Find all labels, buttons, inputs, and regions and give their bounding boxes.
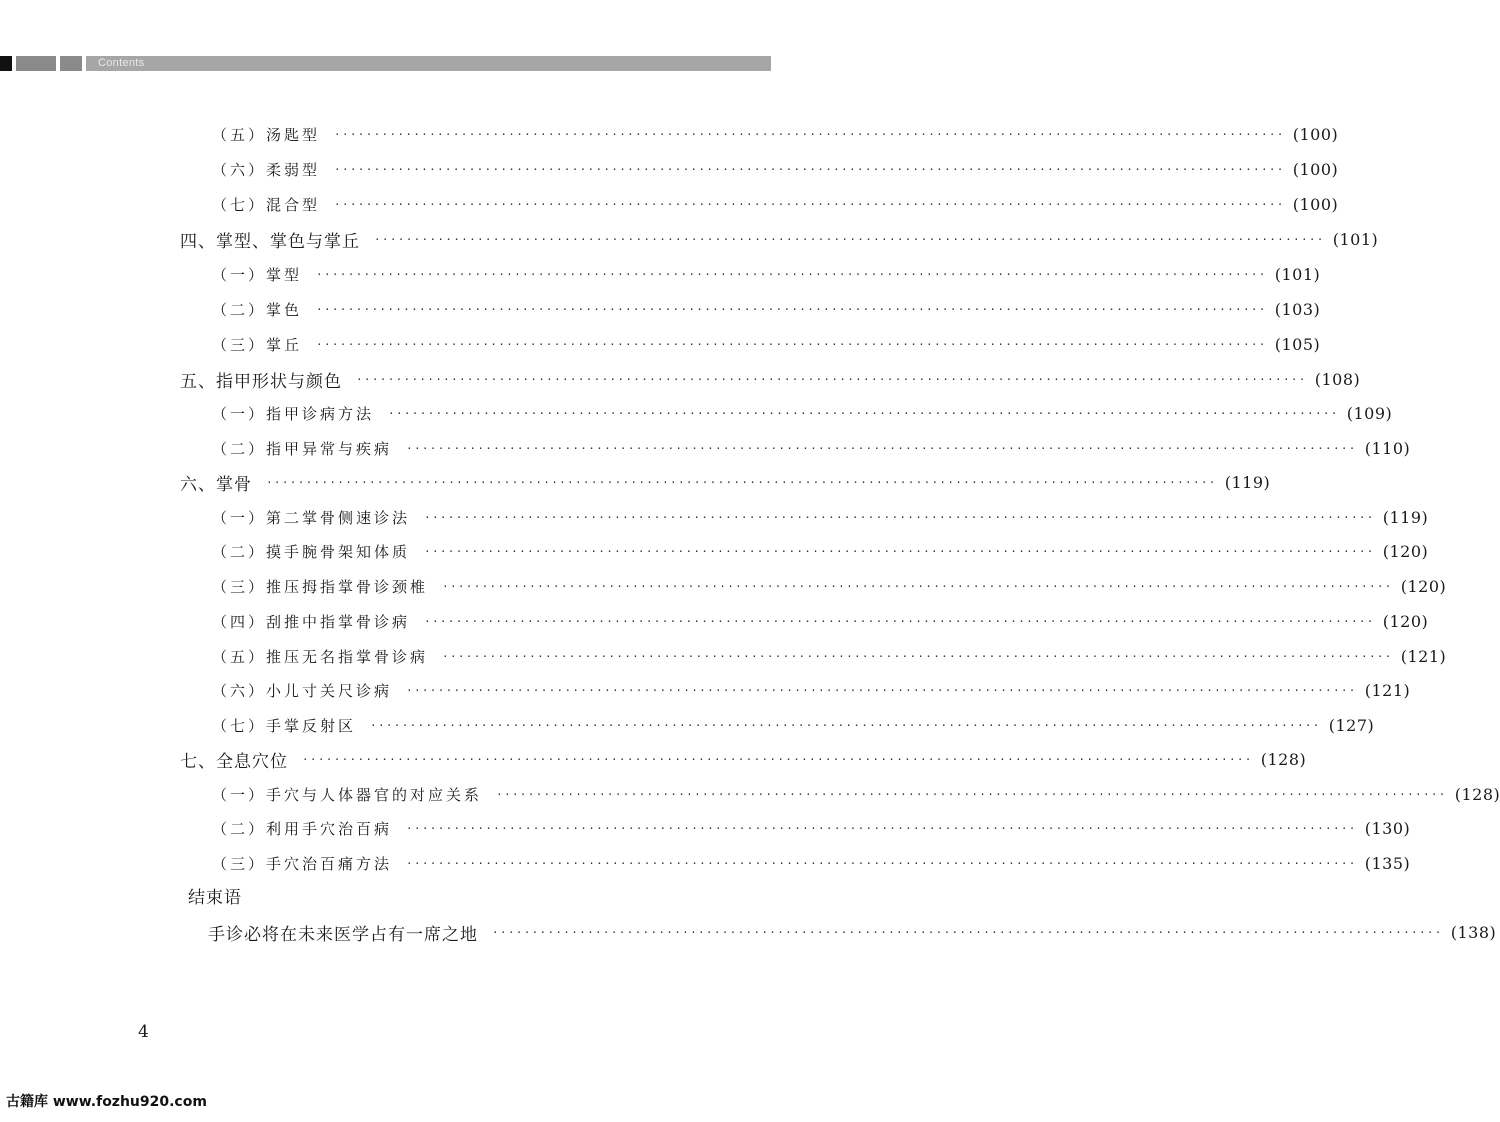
toc-entry-label: （三）掌丘 [212,335,303,354]
toc-entry[interactable] [212,399,1393,427]
toc-entry-page: (101) [1332,229,1379,249]
toc-entry-label: （一）手穴与人体器官的对应关系 [212,785,483,804]
toc-entry-label: 六、掌骨 [180,474,252,495]
toc-entry-label: （三）手穴治百痛方法 [212,854,393,873]
toc-entry[interactable] [212,814,1411,842]
toc-entry[interactable] [212,503,1429,531]
toc-entry-page: (119) [1224,472,1271,492]
toc-leader-dots: ························································································································ [334,127,1285,141]
toc-leader-dots: ························································································································ [406,441,1357,455]
toc-entry-label: （四）刮推中指掌骨诊病 [212,612,411,631]
toc-leader-dots: ························································································································ [424,544,1375,558]
toc-entry-page: (101) [1274,264,1321,284]
toc-entry-page: (105) [1274,334,1321,354]
toc-entry-page: (100) [1292,159,1339,179]
toc-entry-page: (120) [1382,611,1429,631]
toc-entry[interactable] [180,468,1271,496]
toc-entry-label: （二）摸手腕骨架知体质 [212,542,411,561]
toc-entry-page: (128) [1454,784,1500,804]
toc-entry-page: (121) [1364,680,1411,700]
toc-entry-page: (110) [1364,438,1411,458]
toc-leader-dots: ························································································································ [316,337,1267,351]
header-block [0,56,12,71]
toc-entry[interactable] [180,365,1361,393]
toc-entry-page: (128) [1260,749,1307,769]
toc-entry-page: (130) [1364,818,1411,838]
toc-entry[interactable] [212,155,1339,183]
toc-entry-label: （五）汤匙型 [212,125,321,144]
toc-entry-label: （七）混合型 [212,195,321,214]
toc-entry-label: （二）掌色 [212,300,303,319]
page-number: 4 [138,1022,149,1042]
toc-entry-label: （一）第二掌骨侧速诊法 [212,508,411,527]
toc-entry-page: (121) [1400,646,1447,666]
toc-entry-page: (109) [1346,403,1393,423]
toc-entry[interactable] [212,711,1375,739]
toc-entry-label: 手诊必将在未来医学占有一席之地 [208,924,478,945]
closing-section-heading: 结束语 [188,888,242,908]
toc-entry[interactable] [180,225,1379,253]
toc-leader-dots: ························································································································ [496,787,1447,801]
toc-entry-page: (119) [1382,507,1429,527]
toc-entry-label: （一）指甲诊病方法 [212,404,375,423]
toc-entry-label: 七、全息穴位 [180,751,288,772]
toc-leader-dots: ························································································································ [334,197,1285,211]
toc-entry-label: （二）指甲异常与疾病 [212,439,393,458]
toc-leader-dots: ························································································································ [424,614,1375,628]
toc-entry-page: (103) [1274,299,1321,319]
toc-entry[interactable] [212,572,1447,600]
running-header-bar [0,56,771,71]
toc-entry-label: （五）推压无名指掌骨诊病 [212,647,429,666]
toc-entry-label: （六）小儿寸关尺诊病 [212,681,393,700]
header-band [86,56,771,71]
toc-leader-dots: ························································································································ [442,579,1393,593]
toc-leader-dots: ························································································································ [266,475,1217,489]
toc-entry-label: （二）利用手穴治百病 [212,819,393,838]
toc-entry[interactable] [212,780,1500,808]
toc-entry[interactable] [212,330,1321,358]
watermark: 古籍库 www.fozhu920.com [6,1094,207,1110]
toc-leader-dots: ························································································································ [316,302,1267,316]
toc-leader-dots: ························································································································ [442,649,1393,663]
toc-leader-dots: ························································································································ [406,821,1357,835]
toc-entry-label: （三）推压拇指掌骨诊颈椎 [212,577,429,596]
toc-entry-page: (100) [1292,124,1339,144]
toc-leader-dots: ························································································································ [406,683,1357,697]
toc-entry[interactable] [212,434,1411,462]
header-block [60,56,82,71]
toc-entry[interactable] [212,607,1429,635]
toc-entry[interactable] [212,642,1447,670]
toc-entry[interactable] [212,190,1339,218]
toc-entry-page: (120) [1382,541,1429,561]
toc-entry-label: （七）手掌反射区 [212,716,357,735]
toc-entry-label: （六）柔弱型 [212,160,321,179]
header-block [16,56,56,71]
toc-entry-page: (120) [1400,576,1447,596]
toc-entry[interactable] [212,120,1339,148]
toc-entry[interactable] [212,295,1321,323]
toc-entry[interactable] [180,745,1307,773]
toc-entry-page: (108) [1314,369,1361,389]
toc-entry[interactable] [212,849,1411,877]
toc-entry-label: 五、指甲形状与颜色 [180,371,342,392]
toc-leader-dots: ························································································································ [316,267,1267,281]
toc-leader-dots: ························································································································ [356,372,1307,386]
toc-leader-dots: ························································································································ [370,718,1321,732]
toc-leader-dots: ························································································································ [388,406,1339,420]
toc-leader-dots: ························································································································ [334,162,1285,176]
toc-entry[interactable] [212,537,1429,565]
toc-leader-dots: ························································································································ [374,232,1325,246]
toc-entry-label: 四、掌型、掌色与掌丘 [180,231,360,252]
toc-entry[interactable] [212,676,1411,704]
toc-leader-dots: ························································································································ [424,510,1375,524]
toc-entry[interactable] [208,918,1497,946]
toc-entry-page: (100) [1292,194,1339,214]
toc-entry-label: （一）掌型 [212,265,303,284]
toc-leader-dots: ························································································································ [406,856,1357,870]
header-label: Contents [98,57,145,69]
toc-leader-dots: ························································································································ [492,925,1443,939]
toc-entry-page: (135) [1364,853,1411,873]
toc-entry-page: (127) [1328,715,1375,735]
toc-entry[interactable] [212,260,1321,288]
toc-entry-page: (138) [1450,922,1497,942]
toc-leader-dots: ························································································································ [302,752,1253,766]
